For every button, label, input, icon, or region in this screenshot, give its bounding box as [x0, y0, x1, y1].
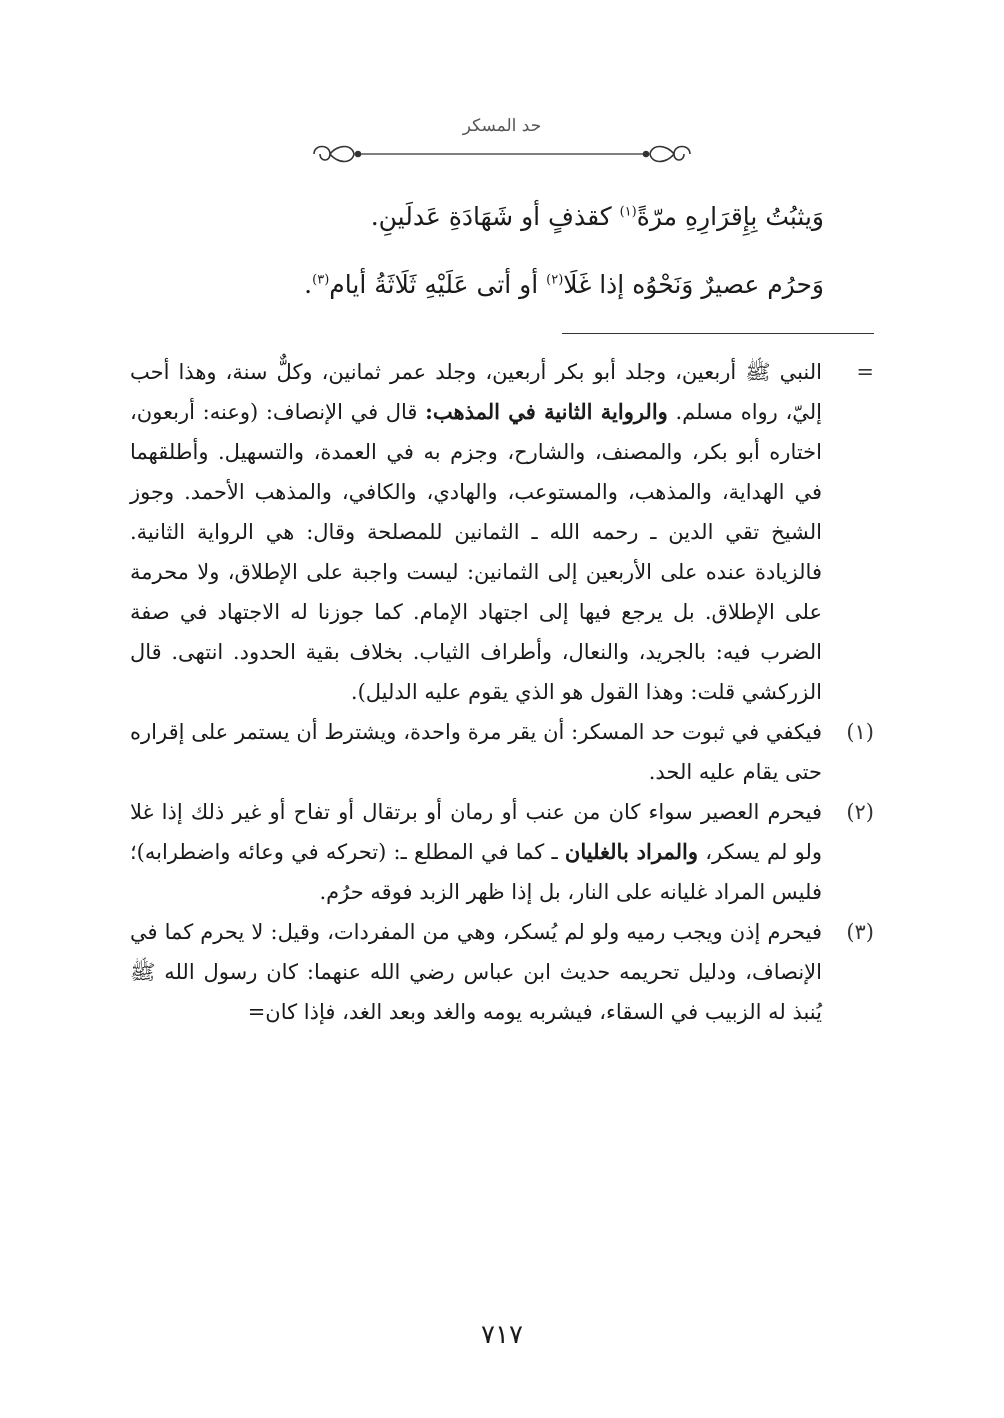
footnote-2: (٢) فيحرم العصير سواء كان من عنب أو رمان أو برتقال أو تفاح أو غير ذلك إذا غلا ولو لم يسكر، والمراد بالغليان ـ كما في المطلع ـ: (تحركه في وعائه واضطرابه)؛ فليس المراد غليانه على النار، بل إذا ظهر الزبد فوقه حرُم.: [130, 792, 874, 912]
footnote-number-2: (٢): [846, 800, 874, 824]
footnote-3: (٣) فيحرم إذن ويجب رميه ولو لم يُسكر، وهي من المفردات، وقيل: لا يحرم كما في الإنصاف، ودليل تحريمه حديث ابن عباس رضي الله عنهما: كان رسول الله ﷺ يُنبذ له الزبيب في السقاء، فيشربه يومه والغد وبعد الغد، فإذا كان=: [130, 912, 874, 1032]
footnote-ref-1: (١): [619, 204, 637, 220]
main-text-line-1: وَيثبُتُ بِإِقرَارِهِ مرّةً$^{(١)}$ كقذفٍ أو شَهَادَةِ عَدلَينِ.: [370, 202, 824, 231]
footnote-ref-3: (٣): [312, 272, 330, 288]
main-text-line-2: وَحرُم عصيرٌ وَنَحْوُه إذا غَلَا$^{(٢)}$ أو أتى عَلَيْهِ ثَلَاثَةُ أيام$^{(٣)}$.: [304, 270, 824, 299]
footnotes-section: [130, 352, 874, 1032]
footnote-separator: [562, 333, 874, 334]
footnote-continuation: = النبي ﷺ أربعين، وجلد أبو بكر أربعين، وجلد عمر ثمانين، وكلٌّ سنة، وهذا أحب إليّ، رواه مسلم. والرواية الثانية في المذهب: قال في الإنصاف: (وعنه: أربعون، اختاره أبو بكر، والمصنف، والشارح، وجزم به في العمدة، والتسهيل. وأطلقهما في الهداية، والمذهب، والمستوعب، والهادي، والكافي، والمذهب الأحمد. وجوز الشيخ تقي الدين ـ رحمه الله ـ الثمانين للمصلحة وقال: هي الرواية الثانية. فالزيادة عنده على الأربعين إلى الثمانين: ليست واجبة على الإطلاق، ولا محرمة على الإطلاق. بل يرجع فيها إلى اجتهاد الإمام. كما جوزنا له الاجتهاد في صفة الضرب فيه: بالجريد، والنعال، وأطراف الثياب. بخلاف بقية الحدود. انتهى. قال الزركشي قلت: وهذا القول هو الذي يقوم عليه الدليل).: [130, 352, 874, 712]
footnote-1: (١) فيكفي في ثبوت حد المسكر: أن يقر مرة واحدة، ويشترط أن يستمر على إقراره حتى يقام عليه الحد.: [130, 712, 874, 792]
continuation-mark: =: [856, 360, 874, 384]
footnote-number-1: (١): [846, 720, 874, 744]
footnote-ref-2: (٢): [546, 272, 564, 288]
footnote-number-3: (٣): [846, 920, 874, 944]
page-number: ٧١٧: [481, 1320, 523, 1350]
header-ornament-divider: [308, 140, 696, 168]
running-header-title: حد المسكر: [462, 116, 542, 136]
